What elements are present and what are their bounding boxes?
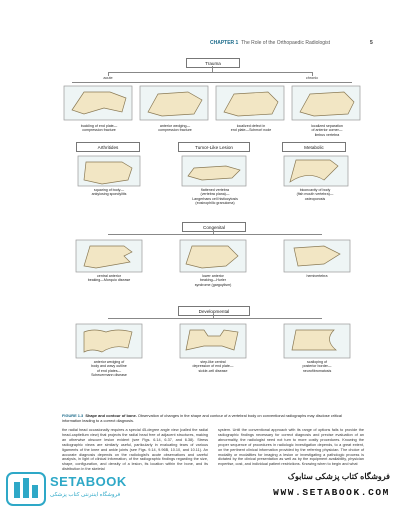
chapter-number: CHAPTER 1 <box>210 40 239 46</box>
label-vertebra-plana: flattened vertebra (vertebra plana)— Langerhans cell histiocytosis (eosinophilic granuloma) <box>192 188 238 205</box>
label-hurler: lower anterior beaking—Hurler syndrome (gargoylism) <box>194 274 232 287</box>
brand-tagline: فروشگاه اینترنتی کتاب پزشکی <box>50 492 121 498</box>
label-limbus-vertebra: localized separation of anterior corner— limbus vertebra <box>311 124 343 137</box>
label-compression-buckling: buckling of end plate— compression fracture <box>80 124 118 133</box>
label-hemivertebra: hemivertebra <box>306 274 328 278</box>
section-developmental: Developmental <box>178 306 250 316</box>
label-schmorl-node: localized defect in end plate—Schmorl node <box>230 124 272 133</box>
body-column-left: the radial head occasionally requires a special 45-degree angle view (called the radial head-capitellum view) that projects the radial head free of adjacent structures, making an otherwise obscure lesion evident (see Figs. 6.14, 6.37, and 6.38). Stress radiographic views are similarly useful, particularly in evaluating tears of various ligaments of the knee and ankle joints (see Figs. 9.14, 9.96B, 10.10, and 10.11). An accurate diagnosis depends on the radiologist's acute observations and careful analysis, in light of clinical information, of the radiographic findings regarding the size, shape, configuration, and density of a lesion, its location within the bone, and its distribution in the skeletal <box>62 428 208 472</box>
label-osteoporosis: biconcavity of body (fish mouth vertebra)— osteoporosis <box>296 188 334 201</box>
website-url: WWW.SETABOOK.COM <box>273 487 390 498</box>
body-column-right: system. Until the conventional approach with its range of options fails to provide the radiographic findings necessary for correct diagnosis and precise evaluation of an abnormality, the radiologist need not turn to more costly procedures. Knowing the proper sequence of procedures in radiologic investigation depends, to a great extent, on the pertinent clinical information provided by the referring physician. The choice of modality or modalities for imaging a lesion or investigating a pathologic process is dictated by the clinical presentation as well as by the equipment availability, physician expertise, cost, and individual patient restrictions. Knowing when to begin and what <box>218 428 364 467</box>
brand-persian: فروشگاه کتاب پزشکی ستابوک <box>287 472 390 481</box>
label-morquio: central anterior beaking—Morquio disease <box>87 274 131 283</box>
section-trauma: Trauma <box>186 58 240 68</box>
label-ankylosing-spondylitis: squaring of body— ankylosing spondylitis <box>91 188 127 197</box>
label-chronic: chronic <box>305 76 319 80</box>
label-scheuermann: anterior wedging of body and wavy outline of end plates— Scheuermann disease <box>91 360 127 377</box>
section-metabolic: Metabolic <box>282 142 346 152</box>
brand-latin: SETABOOK <box>50 474 127 489</box>
section-arthritides: Arthritides <box>76 142 140 152</box>
figure-caption <box>62 414 362 424</box>
page-number: 5 <box>370 40 373 46</box>
section-congenital: Congenital <box>182 222 246 232</box>
label-compression-wedging: anterior wedging— compression fracture <box>158 124 192 133</box>
label-neurofibromatosis: scalloping of posterior border— neurofibromatosis <box>302 360 332 373</box>
chapter-title: The Role of the Orthopaedic Radiologist <box>241 40 331 46</box>
setabook-logo-icon <box>6 472 46 506</box>
caption-title: Shape and contour of bone. <box>85 413 137 418</box>
label-acute: acute <box>103 76 113 80</box>
caption-text: Observation of changes in the shape and contour of a vertebral body on conventional radiographs may disclose critical information leading to a correct diagnosis. <box>62 413 342 423</box>
label-sickle-cell: step-like central depression of end plate— sickle-cell disease <box>192 360 234 373</box>
figure-1-3 <box>62 56 366 406</box>
running-header <box>210 40 330 46</box>
section-tumor-like: Tumor-Like Lesion <box>178 142 250 152</box>
caption-number: FIGURE 1.3 <box>62 413 84 418</box>
